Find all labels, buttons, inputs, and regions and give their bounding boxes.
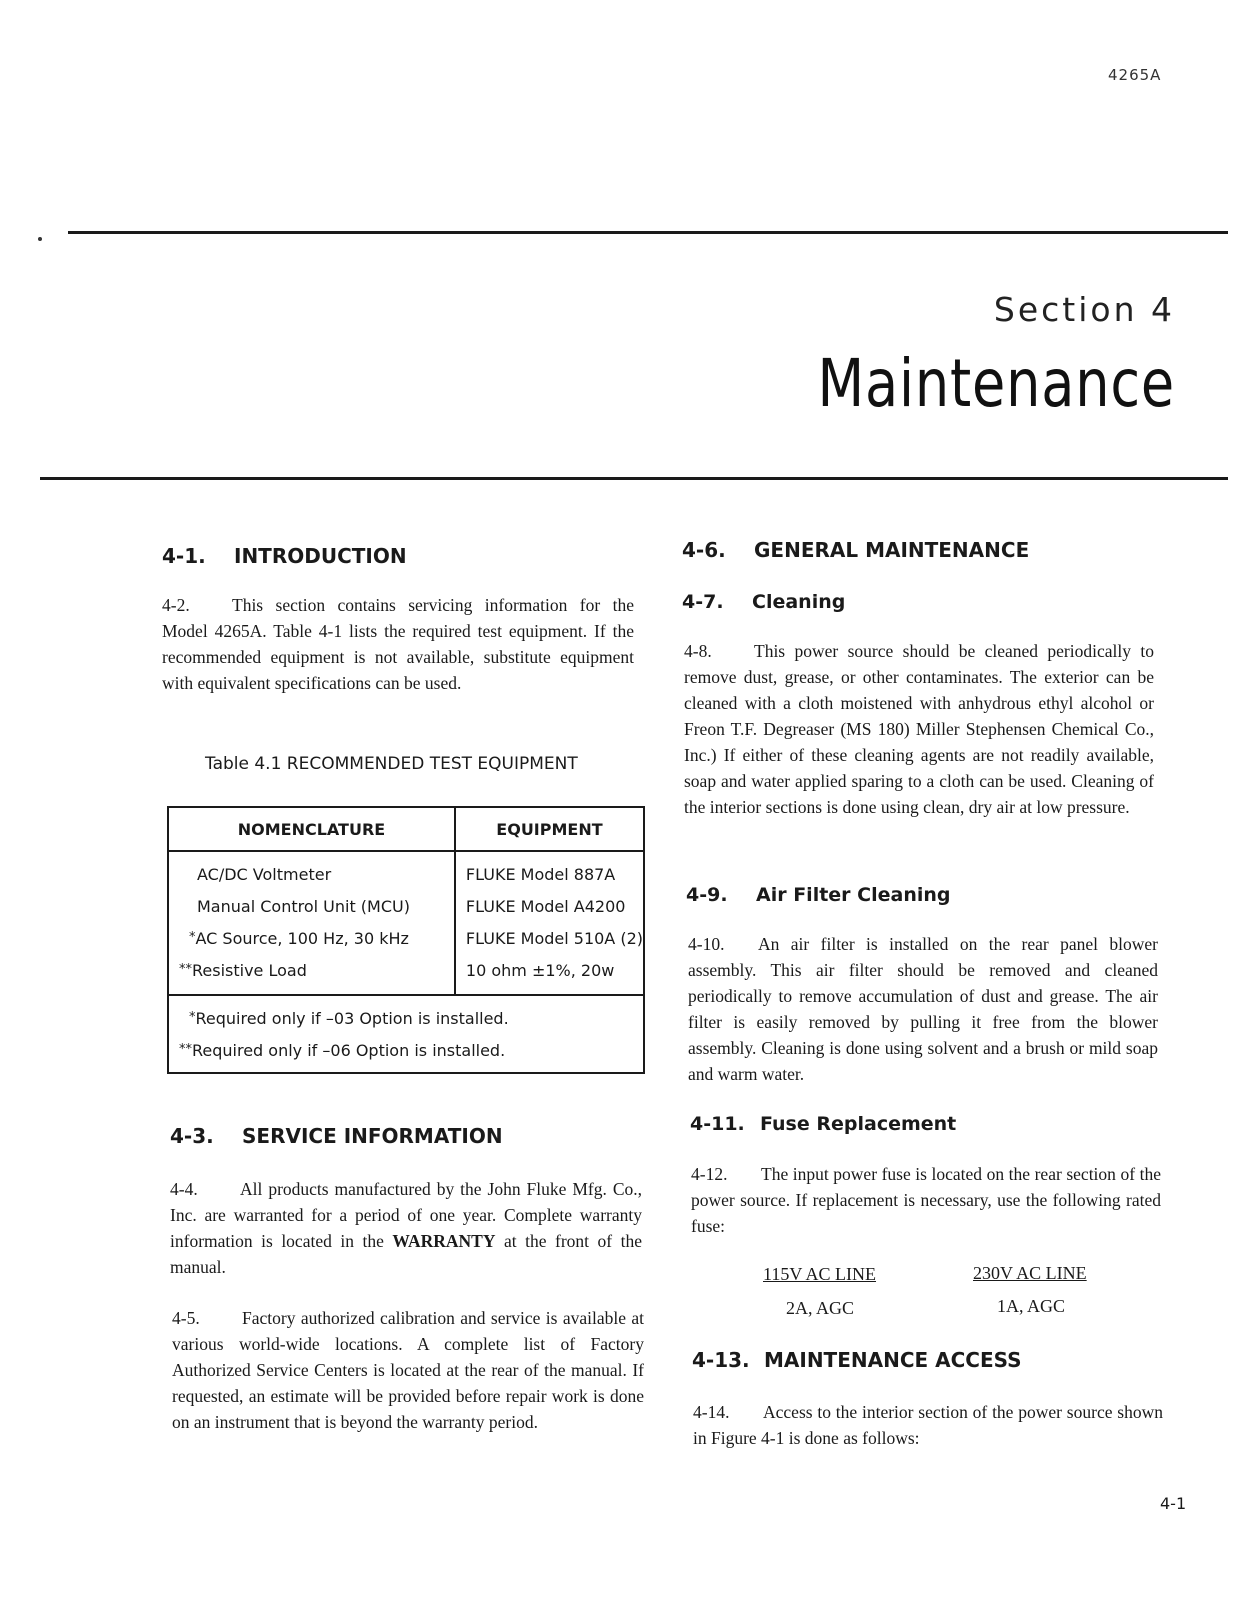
paragraph-number: 4-10. <box>688 934 725 954</box>
footnote-mark: ** <box>179 1041 192 1057</box>
paragraph-text: This power source should be cleaned periodically to remove dust, grease, or other contaminates. The exterior can be cleaned with a cloth moistened with anhydrous ethyl alcohol or Freon T.F. Degreaser (MS 180) Miller Stephensen Chemical Co., Inc.) If either of these cleaning agents are not readily available, soap and water applied sparing to a cloth can be used. Cleaning of the interior sections is done using clean, dry air at low pressure. <box>684 641 1154 817</box>
heading-number: 4-6. <box>682 538 726 562</box>
table-row <box>168 851 644 890</box>
nomenclature-cell <box>168 922 455 954</box>
table-row <box>168 954 644 995</box>
heading-title: Cleaning <box>752 591 846 613</box>
bottom-rule <box>40 477 1228 480</box>
equipment-cell: FLUKE Model 887A <box>465 864 616 884</box>
fuse-230v-rating: 1A, AGC <box>997 1296 1066 1316</box>
paragraph-number: 4-12. <box>691 1164 728 1184</box>
equipment-cell: FLUKE Model A4200 <box>465 896 626 916</box>
heading-number: 4-1. <box>162 544 206 568</box>
fuse-115v-rating: 2A, AGC <box>786 1298 855 1318</box>
heading-title: Fuse Replacement <box>760 1113 957 1135</box>
heading-number: 4-13. <box>692 1348 750 1372</box>
paragraph-4-10 <box>688 931 1158 1087</box>
nomenclature-cell <box>168 890 455 922</box>
heading-title: SERVICE INFORMATION <box>242 1124 503 1148</box>
table-row <box>168 890 644 922</box>
equipment-cell: FLUKE Model 510A (2) <box>465 928 643 948</box>
paragraph-4-8 <box>684 638 1154 820</box>
note-text: Required only if –06 Option is installed. <box>192 1040 506 1060</box>
table-note <box>168 1034 644 1073</box>
heading-title: Air Filter Cleaning <box>756 884 951 906</box>
paragraph-number: 4-2. <box>162 595 190 615</box>
heading-introduction <box>162 544 407 568</box>
table-header-row <box>168 807 644 851</box>
paragraph-text: The input power fuse is located on the rear section of the power source. If replacement is necessary, use the following rated fuse: <box>691 1164 1161 1236</box>
paragraph-text: This section contains servicing information for the Model 4265A. Table 4-1 lists the required test equipment. If the recommended equipment is not available, substitute equipment with equivalent specifications can be used. <box>162 595 634 693</box>
heading-title: MAINTENANCE ACCESS <box>764 1348 1022 1372</box>
section-title: Maintenance <box>817 345 1175 422</box>
note-text: Required only if –03 Option is installed. <box>195 1008 509 1028</box>
model-number: 4265A <box>1108 66 1162 84</box>
heading-title: GENERAL MAINTENANCE <box>754 538 1030 562</box>
equipment-cell: 10 ohm ±1%, 20w <box>465 960 615 980</box>
column-header-equipment: EQUIPMENT <box>455 807 644 851</box>
subheading-fuse-replacement <box>690 1113 956 1135</box>
table-note-row <box>168 995 644 1034</box>
fuse-column-230v-header: 230V AC LINE <box>973 1263 1087 1283</box>
heading-title: INTRODUCTION <box>234 544 407 568</box>
heading-maintenance-access <box>692 1348 1022 1372</box>
heading-number: 4-9. <box>686 884 728 906</box>
table-note-row <box>168 1034 644 1073</box>
paragraph-4-4 <box>170 1176 642 1280</box>
heading-number: 4-3. <box>170 1124 214 1148</box>
paragraph-number: 4-8. <box>684 641 712 661</box>
nomenclature-cell <box>168 851 455 890</box>
heading-general-maintenance <box>682 538 1029 562</box>
paragraph-number: 4-14. <box>693 1402 730 1422</box>
paragraph-number: 4-4. <box>170 1179 198 1199</box>
equipment-table <box>167 806 645 1074</box>
paragraph-4-14 <box>693 1399 1163 1451</box>
page-number: 4-1 <box>1160 1494 1187 1513</box>
footnote-mark: ** <box>179 961 192 977</box>
footnote-mark: * <box>189 1009 196 1025</box>
table-caption: Table 4.1 RECOMMENDED TEST EQUIPMENT <box>205 754 578 774</box>
margin-dot <box>38 237 42 241</box>
table-note <box>168 995 644 1034</box>
paragraph-text: All products manufactured by the John Fluke Mfg. Co., Inc. are warranted for a period of one year. Complete warranty information is located in the <box>170 1179 642 1251</box>
paragraph-4-5 <box>172 1305 644 1435</box>
section-label: Section 4 <box>993 290 1175 329</box>
heading-number: 4-11. <box>690 1113 745 1135</box>
column-header-nomenclature: NOMENCLATURE <box>168 807 455 851</box>
paragraph-4-2 <box>162 592 634 696</box>
subheading-air-filter <box>686 884 951 906</box>
paragraph-text: An air filter is installed on the rear panel blower assembly. This air filter should be removed and cleaned periodically to remove accumulation of dust and grease. The air filter is easily removed by pulling it free from the blower assembly. Cleaning is done using solvent and a brush or mild soap and warm water. <box>688 934 1158 1084</box>
top-rule <box>68 231 1228 234</box>
fuse-column-115v-header: 115V AC LINE <box>763 1264 877 1284</box>
paragraph-text: at the front of the manual. <box>170 1231 643 1277</box>
paragraph-4-12 <box>691 1161 1161 1239</box>
nomenclature-text: Resistive Load <box>192 960 307 980</box>
nomenclature-cell <box>168 954 455 995</box>
heading-number: 4-7. <box>682 591 724 613</box>
paragraph-text: Access to the interior section of the power source shown in Figure 4-1 is done as follows: <box>693 1402 1163 1448</box>
paragraph-number: 4-5. <box>172 1308 200 1328</box>
table-row <box>168 922 644 954</box>
nomenclature-text: Manual Control Unit (MCU) <box>197 896 410 916</box>
paragraph-text: Factory authorized calibration and service is available at various world-wide locations. A complete list of Factory Authorized Service Centers is located at the rear of the manual. If requested, an estimate will be provided before repair work is done on an instrument that is beyond the warranty period. <box>172 1308 644 1432</box>
nomenclature-text: AC/DC Voltmeter <box>197 864 332 884</box>
nomenclature-text: AC Source, 100 Hz, 30 kHz <box>195 928 409 948</box>
warranty-emphasis: WARRANTY <box>392 1231 496 1251</box>
heading-service-information <box>170 1124 503 1148</box>
subheading-cleaning <box>682 591 845 613</box>
footnote-mark: * <box>189 929 196 945</box>
